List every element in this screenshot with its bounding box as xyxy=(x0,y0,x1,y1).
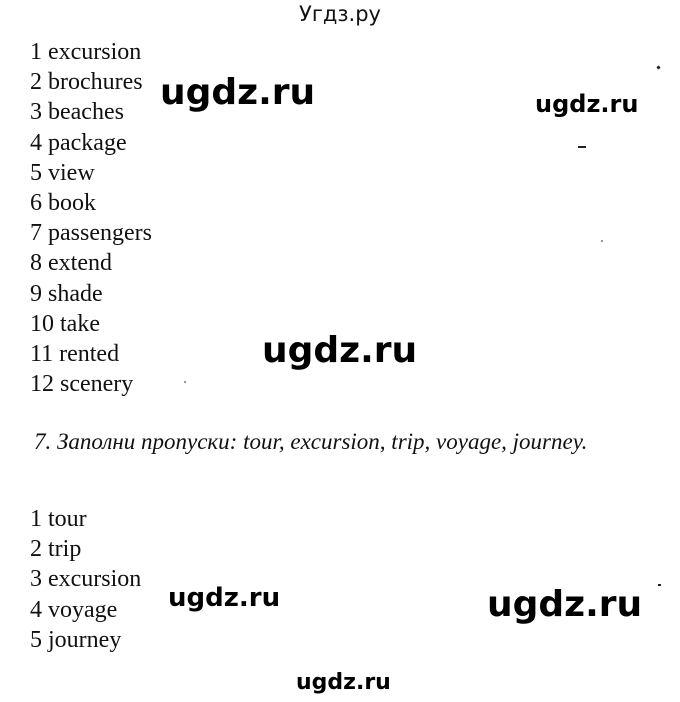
watermark: ugdz.ru xyxy=(296,670,391,695)
scan-speck xyxy=(578,146,586,148)
list-item: 5 view xyxy=(30,159,95,186)
watermark: ugdz.ru xyxy=(160,72,316,113)
list-item: 10 take xyxy=(30,310,100,337)
list-item: 9 shade xyxy=(30,280,103,307)
list-item: 4 voyage xyxy=(30,596,118,623)
exercise-7-instruction: 7. Заполни пропуски: tour, excursion, trip, voyage, journey. xyxy=(34,429,588,454)
list-item: 7 passengers xyxy=(30,220,152,247)
scan-speck xyxy=(601,240,603,242)
watermark: ugdz.ru xyxy=(168,583,281,613)
list-item: 2 trip xyxy=(30,536,82,563)
answers-list-exercise-6 xyxy=(30,37,152,399)
scan-speck xyxy=(658,584,661,586)
list-item: 3 excursion xyxy=(30,566,142,593)
list-item: 2 brochures xyxy=(30,69,143,96)
list-item: 6 book xyxy=(30,190,96,217)
list-item: 5 journey xyxy=(30,626,122,653)
scan-speck xyxy=(184,381,186,383)
list-item: 4 package xyxy=(30,129,127,156)
list-item: 1 excursion xyxy=(30,39,142,65)
watermark: ugdz.ru xyxy=(487,584,643,625)
list-item: 12 scenery xyxy=(30,371,134,398)
site-title: Угдз.ру xyxy=(299,2,381,26)
scan-speck xyxy=(656,65,660,69)
answers-list-exercise-7 xyxy=(30,504,141,655)
list-item: 11 rented xyxy=(30,341,120,368)
watermark: ugdz.ru xyxy=(262,330,418,371)
list-item: 8 extend xyxy=(30,250,112,277)
list-item: 1 tour xyxy=(30,506,87,532)
watermark: ugdz.ru xyxy=(535,90,639,118)
list-item: 3 beaches xyxy=(30,99,124,126)
